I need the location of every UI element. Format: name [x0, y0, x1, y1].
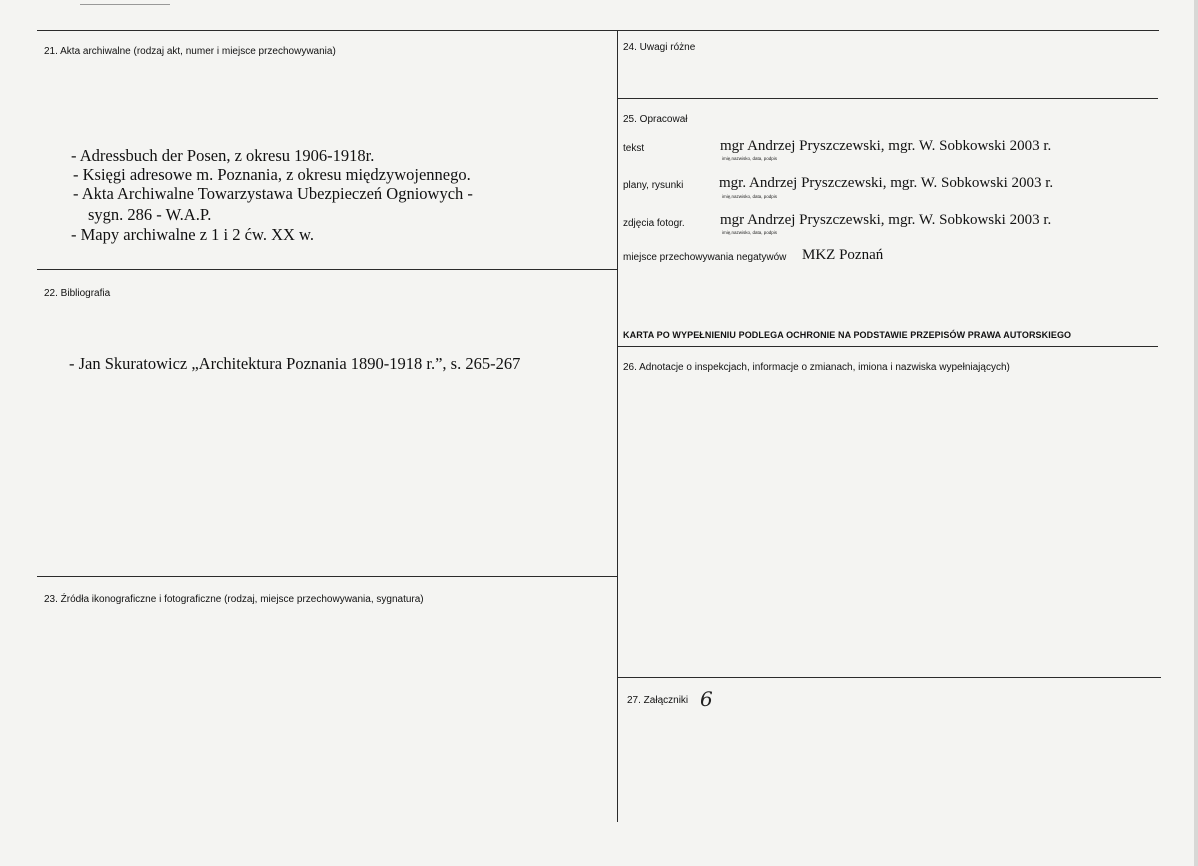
author-row-photos-value: mgr Andrzej Pryszczewski, mgr. W. Sobkowski 2003 r. — [720, 212, 1052, 228]
author-row-plans-label: plany, rysunki — [623, 180, 684, 191]
section-27-label: 27. Załączniki — [627, 695, 689, 706]
section-21-line-4: sygn. 286 - W.A.P. — [88, 205, 212, 224]
page-right-edge — [1194, 0, 1198, 866]
section-21-line-1: - Adressbuch der Posen, z okresu 1906-1918r. — [71, 146, 375, 165]
rule-22-23 — [37, 576, 617, 577]
attachments-count: 6 — [700, 687, 713, 711]
section-26-label: 26. Adnotacje o inspekcjach, informacje o zmianach, imiona i nazwiska wypełniających) — [623, 362, 1010, 373]
author-row-plans-value: mgr. Andrzej Pryszczewski, mgr. W. Sobkowski 2003 r. — [719, 175, 1054, 191]
negatives-value: MKZ Poznań — [802, 247, 884, 263]
section-21-line-2: - Księgi adresowe m. Poznania, z okresu międzywojennego. — [73, 165, 471, 184]
section-23-label: 23. Źródła ikonograficzne i fotograficzne (rodzaj, miejsce przechowywania, sygnatura) — [44, 594, 424, 605]
author-row-photos-label: zdjęcia fotogr. — [623, 218, 685, 229]
copyright-notice: KARTA PO WYPEŁNIENIU PODLEGA OCHRONIE NA PODSTAWIE PRZEPISÓW PRAWA AUTORSKIEGO — [623, 330, 1072, 340]
author-row-text-label: tekst — [623, 143, 645, 154]
rule-26-27 — [617, 677, 1161, 678]
rule-25-26 — [617, 346, 1158, 347]
author-row-photos-sub: imię,nazwisko, data, podpis — [722, 230, 778, 235]
top-rule — [37, 30, 1159, 31]
author-row-text-value: mgr Andrzej Pryszczewski, mgr. W. Sobkowski 2003 r. — [720, 138, 1052, 154]
negatives-label: miejsce przechowywania negatywów — [623, 252, 787, 263]
section-21-line-3: - Akta Archiwalne Towarzystawa Ubezpieczeń Ogniowych - — [73, 184, 473, 203]
section-25-label: 25. Opracował — [623, 114, 688, 125]
section-24-label: 24. Uwagi różne — [623, 42, 696, 53]
author-row-text-sub: imię,nazwisko, data, podpis — [722, 156, 778, 161]
section-21-line-5: - Mapy archiwalne z 1 i 2 ćw. XX w. — [71, 225, 314, 244]
rule-24-25 — [617, 98, 1158, 99]
center-divider — [617, 30, 618, 822]
section-21-label: 21. Akta archiwalne (rodzaj akt, numer i miejsce przechowywania) — [44, 46, 336, 57]
bibliography-entry: - Jan Skuratowicz „Architektura Poznania 1890-1918 r.”, s. 265-267 — [69, 354, 521, 373]
author-row-plans-sub: imię,nazwisko, data, podpis — [722, 194, 778, 199]
top-edge-mark — [80, 4, 170, 5]
rule-21-22 — [37, 269, 617, 270]
section-22-label: 22. Bibliografia — [44, 288, 111, 299]
